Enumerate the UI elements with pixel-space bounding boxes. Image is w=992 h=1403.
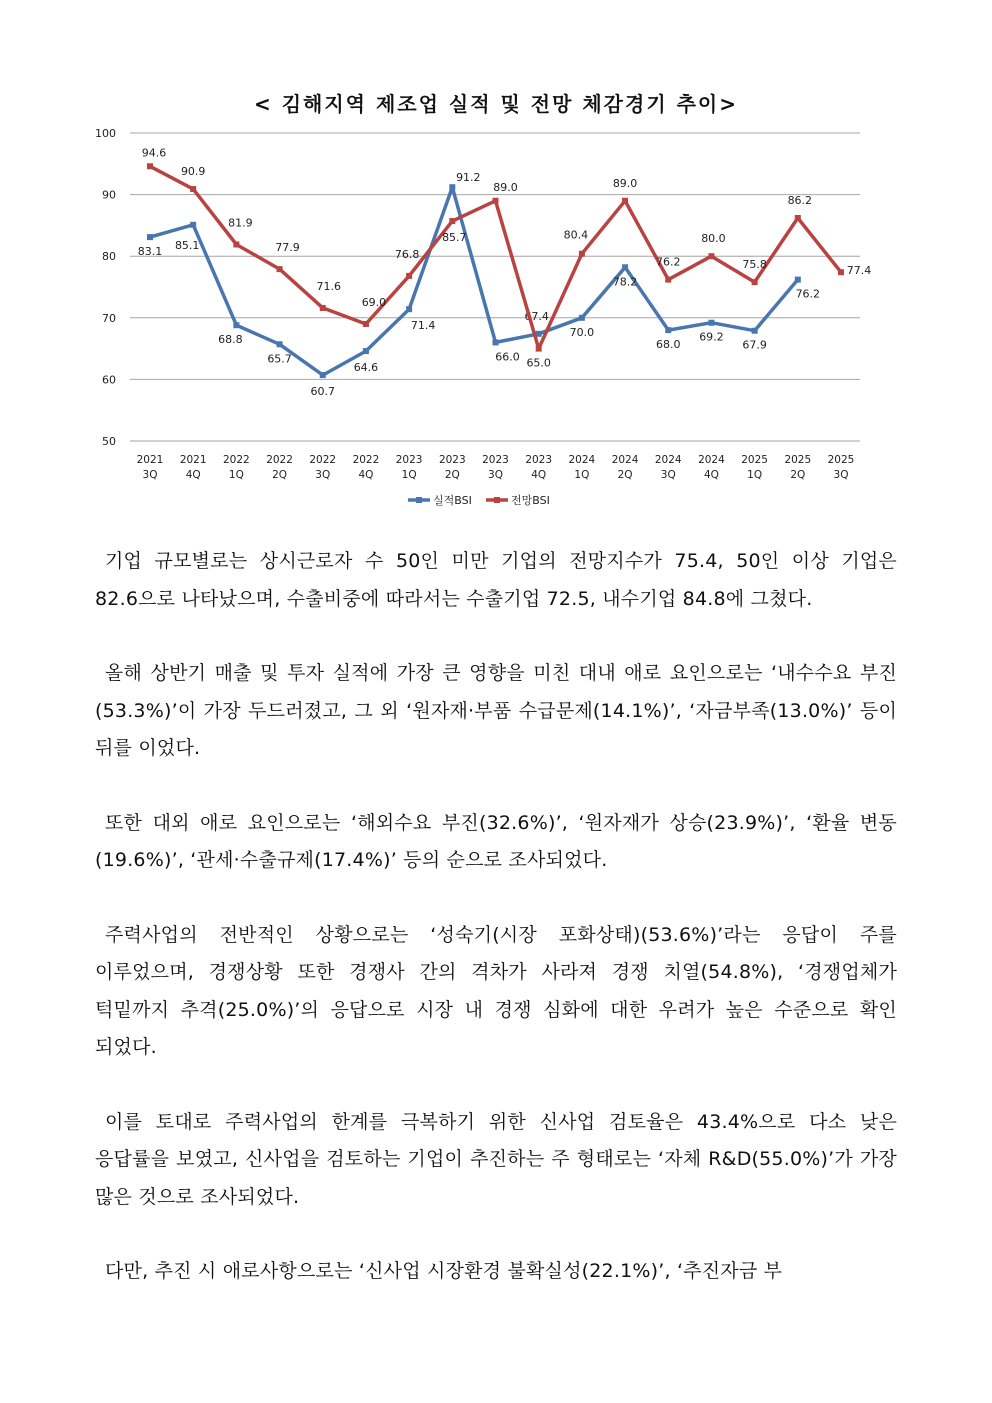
x-tick-label: 2024 xyxy=(698,454,725,466)
data-label: 89.0 xyxy=(493,180,518,194)
paragraph-new-business: 이를 토대로 주력사업의 한계를 극복하기 위한 신사업 검토율은 43.4%으로 다소 낮은 응답률을 보였고, 신사업을 검토하는 기업이 추진하는 주 형태로는 ‘자체 R&D(55.0%)’가 가장 많은 것으로 조사되었다. xyxy=(95,1110,897,1208)
x-tick-label: 1Q xyxy=(574,469,590,481)
data-label: 67.4 xyxy=(524,309,549,323)
data-label: 80.0 xyxy=(701,232,726,246)
y-tick-label: 100 xyxy=(95,127,116,140)
data-label: 69.0 xyxy=(361,295,387,309)
data-label: 69.2 xyxy=(699,330,724,344)
data-point xyxy=(233,241,239,247)
data-label: 83.1 xyxy=(137,245,163,259)
x-tick-label: 4Q xyxy=(531,469,547,481)
chart-title: < 김해지역 제조업 실적 및 전망 체감경기 추이> xyxy=(253,92,738,116)
data-label: 91.2 xyxy=(456,171,481,185)
data-point xyxy=(665,327,671,333)
x-tick-label: 2024 xyxy=(611,454,639,466)
x-tick-label: 2023 xyxy=(525,454,553,466)
x-tick-label: 4Q xyxy=(358,469,374,481)
data-label: 85.7 xyxy=(442,231,467,245)
data-point xyxy=(536,346,542,352)
x-tick-label: 2025 xyxy=(827,454,855,466)
data-point xyxy=(708,320,714,326)
legend-label: 실적BSI xyxy=(433,494,472,507)
paragraph-company-size: 기업 규모별로는 상시근로자 수 50인 미만 기업의 전망지수가 75.4, 50인 이상 기업은 82.6으로 나타났으며, 수출비중에 따라서는 수출기업 72.5, 내수기업 84.8에 그쳤다. xyxy=(95,550,897,610)
body-text xyxy=(95,543,897,1328)
data-label: 89.0 xyxy=(612,176,638,190)
data-point xyxy=(320,305,326,311)
x-tick-label: 2022 xyxy=(309,454,337,466)
data-point xyxy=(449,218,455,224)
x-tick-label: 1Q xyxy=(401,469,417,481)
x-tick-label: 2Q xyxy=(617,469,633,481)
x-tick-label: 2021 xyxy=(179,454,207,466)
data-point xyxy=(622,264,628,270)
data-point xyxy=(622,198,628,204)
x-tick-label: 3Q xyxy=(315,469,331,481)
x-tick-label: 3Q xyxy=(833,469,849,481)
legend-marker xyxy=(494,497,500,503)
x-tick-label: 2025 xyxy=(784,454,812,466)
data-point xyxy=(277,341,283,347)
paragraph-main-business: 주력사업의 전반적인 상황으로는 ‘성숙기(시장 포화상태)(53.6%)’라는 응답이 주를 이루었으며, 경쟁상황 또한 경쟁사 간의 격차가 사라져 경쟁 치열(54.8%), ‘경쟁업체가 턱밑까지 추격(25.0%)’의 응답으로 시장 내 경쟁 심화에 대한 우려가 높은 수준으로 확인 되었다. xyxy=(95,923,897,1058)
data-point xyxy=(493,198,499,204)
data-point xyxy=(579,315,585,321)
data-point xyxy=(406,273,412,279)
data-point xyxy=(795,215,801,221)
data-point xyxy=(233,322,239,328)
data-point xyxy=(752,328,758,334)
data-point xyxy=(147,234,153,240)
chart-svg xyxy=(90,118,880,518)
x-tick-label: 1Q xyxy=(228,469,244,481)
legend-label: 전망BSI xyxy=(511,494,550,507)
paragraph-external-factors: 또한 대외 애로 요인으로는 ‘해외수요 부진(32.6%)’, ‘원자재가 상승(23.9%)’, ‘환율 변동(19.6%)’, ‘관세·수출규제(17.4%)’ 등의 순으로 조사되었다. xyxy=(95,811,897,871)
data-point xyxy=(406,306,412,312)
data-point xyxy=(493,339,499,345)
data-point xyxy=(147,163,153,169)
data-label: 70.0 xyxy=(569,325,595,339)
y-tick-label: 50 xyxy=(102,435,116,448)
data-label: 71.4 xyxy=(410,319,436,333)
data-label: 64.6 xyxy=(353,361,379,375)
data-point xyxy=(752,279,758,285)
x-tick-label: 2022 xyxy=(352,454,380,466)
data-label: 71.6 xyxy=(316,279,341,293)
data-label: 67.9 xyxy=(742,338,767,352)
data-point xyxy=(190,186,196,192)
x-tick-label: 4Q xyxy=(703,469,719,481)
y-tick-label: 80 xyxy=(102,250,116,264)
x-tick-label: 2024 xyxy=(654,454,682,466)
y-tick-label: 90 xyxy=(102,188,116,202)
paragraph-difficulties: 다만, 추진 시 애로사항으로는 ‘신사업 시장환경 불확실성(22.1%)’, ‘추진자금 부 xyxy=(105,1260,783,1282)
data-point xyxy=(277,266,283,272)
data-point xyxy=(838,269,844,275)
x-tick-label: 2Q xyxy=(444,469,460,481)
x-tick-label: 2022 xyxy=(223,454,250,466)
legend-marker xyxy=(416,497,422,503)
x-tick-label: 2021 xyxy=(136,454,164,466)
x-tick-label: 3Q xyxy=(142,469,158,481)
y-tick-label: 60 xyxy=(102,373,116,387)
x-tick-label: 2024 xyxy=(568,454,596,466)
data-label: 76.2 xyxy=(795,287,821,301)
paragraph-internal-factors: 올해 상반기 매출 및 투자 실적에 가장 큰 영향을 미친 대내 애로 요인으로는 ‘내수수요 부진(53.3%)’이 가장 두드러졌고, 그 외 ‘원자재·부품 수급문제(14.1%)’, ‘자금부족(13.0%)’ 등이 뒤를 이었다. xyxy=(95,662,897,759)
data-point xyxy=(190,222,196,228)
data-label: 65.0 xyxy=(526,356,551,370)
data-label: 68.8 xyxy=(218,333,243,347)
y-tick-label: 70 xyxy=(102,311,116,325)
x-tick-label: 2023 xyxy=(395,454,423,466)
data-label: 81.9 xyxy=(228,216,253,230)
data-label: 80.4 xyxy=(563,228,589,242)
x-tick-label: 2Q xyxy=(790,469,806,481)
data-label: 66.0 xyxy=(495,350,520,364)
data-label: 76.8 xyxy=(394,247,420,261)
data-label: 94.6 xyxy=(141,146,167,160)
x-tick-label: 3Q xyxy=(488,469,503,481)
x-tick-label: 2022 xyxy=(266,454,293,466)
data-label: 65.7 xyxy=(267,352,292,366)
data-point xyxy=(795,277,801,283)
x-tick-label: 4Q xyxy=(185,469,201,481)
data-label: 76.2 xyxy=(656,255,681,269)
x-tick-label: 2Q xyxy=(272,469,288,481)
data-point xyxy=(665,277,671,283)
x-tick-label: 2023 xyxy=(482,454,509,466)
data-point xyxy=(449,184,455,190)
data-point xyxy=(320,372,326,378)
x-tick-label: 2023 xyxy=(438,454,466,466)
data-label: 86.2 xyxy=(787,194,813,208)
data-label: 78.2 xyxy=(612,275,638,289)
data-point xyxy=(363,348,369,354)
data-label: 77.9 xyxy=(275,241,300,255)
data-label: 85.1 xyxy=(174,238,200,252)
data-label: 77.4 xyxy=(846,264,872,278)
x-tick-label: 3Q xyxy=(660,469,676,481)
series-line xyxy=(150,187,798,375)
bsi-line-chart xyxy=(90,118,880,518)
data-label: 90.9 xyxy=(180,165,206,179)
data-point xyxy=(363,321,369,327)
x-tick-label: 1Q xyxy=(747,469,763,481)
data-point xyxy=(579,251,585,257)
data-point xyxy=(708,253,714,259)
data-label: 60.7 xyxy=(310,385,335,399)
data-label: 68.0 xyxy=(656,338,681,352)
data-label: 75.8 xyxy=(742,258,767,272)
x-tick-label: 2025 xyxy=(741,454,768,466)
